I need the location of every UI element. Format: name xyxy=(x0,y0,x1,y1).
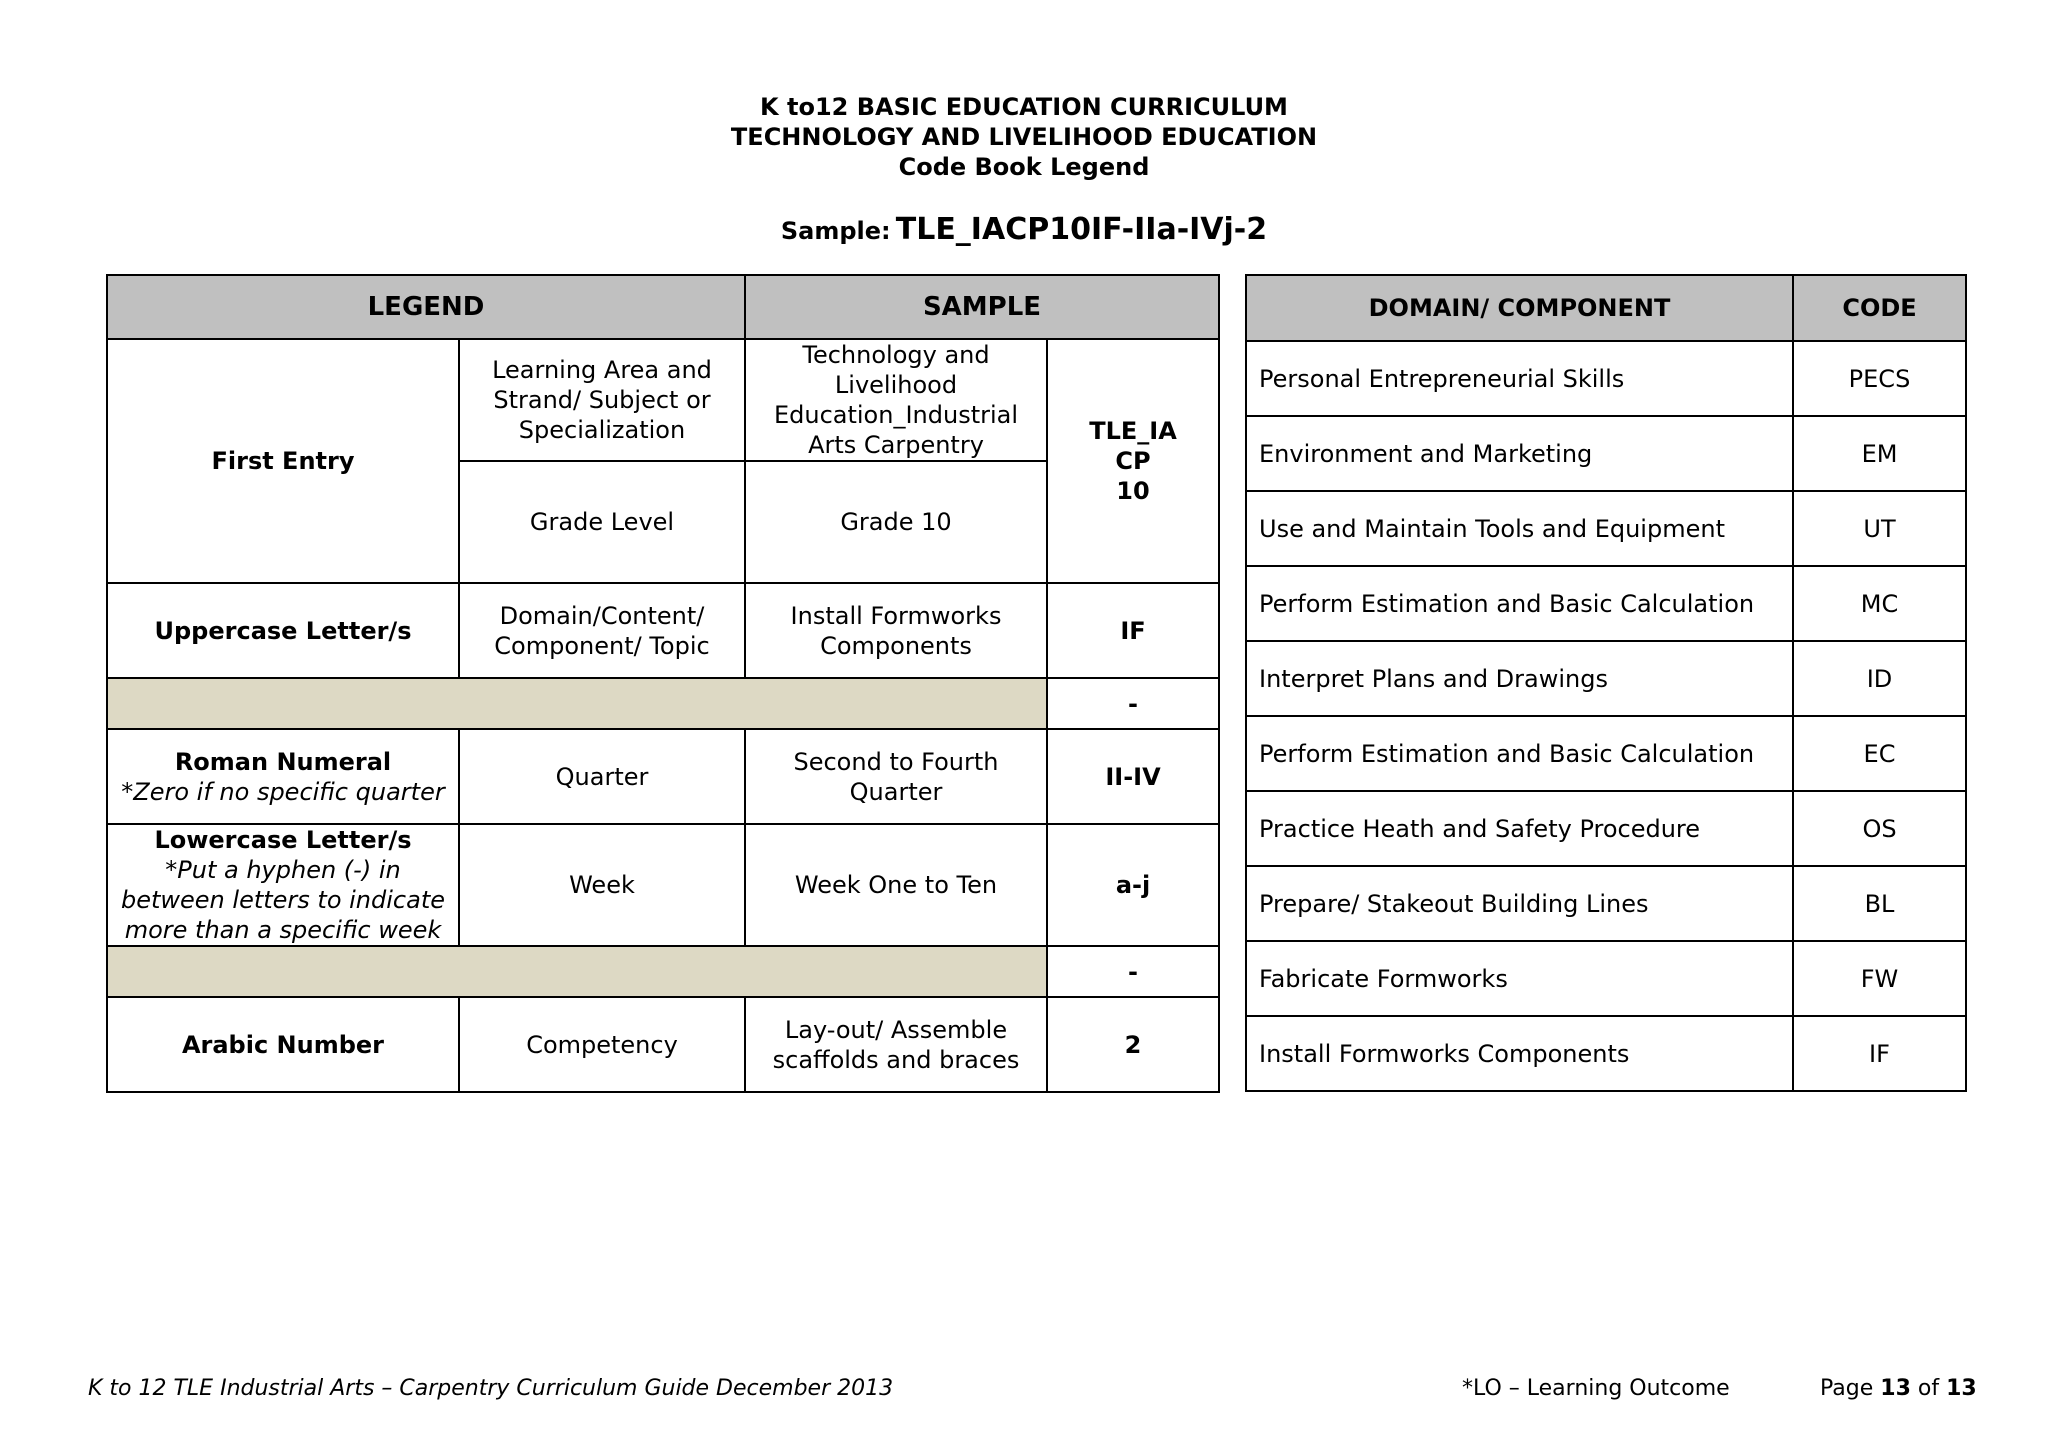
page-prefix: Page xyxy=(1820,1376,1874,1401)
separator-row xyxy=(107,946,1219,997)
legend-header: LEGEND xyxy=(107,275,745,339)
sample-code-line xyxy=(0,212,2048,247)
domain-code: EC xyxy=(1793,716,1966,791)
legend-description: Grade Level xyxy=(459,461,745,583)
entry-name: Lowercase Letter/s xyxy=(154,826,412,854)
table-row xyxy=(1246,716,1966,791)
page-header xyxy=(0,92,2048,182)
lowercase-label xyxy=(107,824,459,946)
legend-sample: Lay-out/ Assemble scaffolds and braces xyxy=(745,997,1047,1092)
domain-name: Fabricate Formworks xyxy=(1246,941,1793,1016)
domain-code: EM xyxy=(1793,416,1966,491)
legend-code: a-j xyxy=(1047,824,1219,946)
code-line: CP xyxy=(1115,447,1151,475)
domain-name: Practice Heath and Safety Procedure xyxy=(1246,791,1793,866)
legend-description: Competency xyxy=(459,997,745,1092)
entry-note: *Put a hyphen (-) in between letters to indicate more than a specific week xyxy=(120,856,445,944)
sample-header: SAMPLE xyxy=(745,275,1219,339)
legend-code: - xyxy=(1047,946,1219,997)
domain-code: MC xyxy=(1793,566,1966,641)
page-of: of xyxy=(1917,1376,1940,1401)
separator-fill xyxy=(107,678,1047,729)
legend-code: IF xyxy=(1047,583,1219,678)
domain-name: Personal Entrepreneurial Skills xyxy=(1246,341,1793,416)
arabic-number-label: Arabic Number xyxy=(107,997,459,1092)
domain-code: ID xyxy=(1793,641,1966,716)
table-row xyxy=(1246,416,1966,491)
page-total: 13 xyxy=(1946,1376,1977,1401)
page-current: 13 xyxy=(1880,1376,1911,1401)
domain-name: Perform Estimation and Basic Calculation xyxy=(1246,566,1793,641)
legend-description: Quarter xyxy=(459,729,745,824)
legend-header-row xyxy=(107,275,1219,339)
codebook-title: Code Book Legend xyxy=(898,153,1150,181)
sample-label: Sample: xyxy=(780,217,891,245)
footer-lo-note: *LO – Learning Outcome xyxy=(1462,1376,1730,1401)
uppercase-label: Uppercase Letter/s xyxy=(107,583,459,678)
table-row xyxy=(1246,566,1966,641)
table-row xyxy=(107,583,1219,678)
domain-name: Install Formworks Components xyxy=(1246,1016,1793,1091)
domain-name: Environment and Marketing xyxy=(1246,416,1793,491)
table-row xyxy=(1246,866,1966,941)
table-row xyxy=(1246,341,1966,416)
domain-code: FW xyxy=(1793,941,1966,1016)
domain-name: Use and Maintain Tools and Equipment xyxy=(1246,491,1793,566)
separator-row xyxy=(107,678,1219,729)
table-row xyxy=(1246,941,1966,1016)
legend-description: Week xyxy=(459,824,745,946)
table-row xyxy=(107,729,1219,824)
roman-numeral-label xyxy=(107,729,459,824)
table-row xyxy=(107,997,1219,1092)
table-row xyxy=(107,824,1219,946)
domain-code: PECS xyxy=(1793,341,1966,416)
footer-guide-title: K to 12 TLE Industrial Arts – Carpentry Curriculum Guide December 2013 xyxy=(88,1376,894,1401)
sample-code: TLE_IACP10IF-IIa-IVj-2 xyxy=(895,212,1268,247)
domain-header-row xyxy=(1246,275,1966,341)
separator-fill xyxy=(107,946,1047,997)
legend-sample: Second to Fourth Quarter xyxy=(745,729,1047,824)
code-line: 10 xyxy=(1116,477,1150,505)
legend-code: II-IV xyxy=(1047,729,1219,824)
legend-code: - xyxy=(1047,678,1219,729)
subject-title: TECHNOLOGY AND LIVELIHOOD EDUCATION xyxy=(730,123,1318,151)
first-entry-label: First Entry xyxy=(107,339,459,583)
domain-header: DOMAIN/ COMPONENT xyxy=(1246,275,1793,341)
legend-code: 2 xyxy=(1047,997,1219,1092)
legend-sample: Technology and Livelihood Education_Industrial Arts Carpentry xyxy=(745,339,1047,461)
table-row xyxy=(1246,491,1966,566)
code-header: CODE xyxy=(1793,275,1966,341)
page-number xyxy=(1820,1375,1977,1403)
domain-code: OS xyxy=(1793,791,1966,866)
legend-description: Learning Area and Strand/ Subject or Specialization xyxy=(459,339,745,461)
legend-code xyxy=(1047,339,1219,583)
legend-description: Domain/Content/ Component/ Topic xyxy=(459,583,745,678)
legend-sample: Grade 10 xyxy=(745,461,1047,583)
domain-table xyxy=(1245,274,1967,1092)
table-row xyxy=(1246,791,1966,866)
table-row xyxy=(107,339,1219,461)
legend-sample: Week One to Ten xyxy=(745,824,1047,946)
domain-code: BL xyxy=(1793,866,1966,941)
entry-note: *Zero if no specific quarter xyxy=(121,777,445,806)
domain-code: IF xyxy=(1793,1016,1966,1091)
domain-code: UT xyxy=(1793,491,1966,566)
domain-name: Interpret Plans and Drawings xyxy=(1246,641,1793,716)
curriculum-title: K to12 BASIC EDUCATION CURRICULUM xyxy=(760,93,1288,121)
table-row xyxy=(1246,641,1966,716)
domain-name: Prepare/ Stakeout Building Lines xyxy=(1246,866,1793,941)
table-row xyxy=(1246,1016,1966,1091)
legend-sample: Install Formworks Components xyxy=(745,583,1047,678)
entry-name: Roman Numeral xyxy=(174,747,392,776)
code-line: TLE_IA xyxy=(1089,417,1177,445)
domain-name: Perform Estimation and Basic Calculation xyxy=(1246,716,1793,791)
legend-table xyxy=(106,274,1220,1093)
